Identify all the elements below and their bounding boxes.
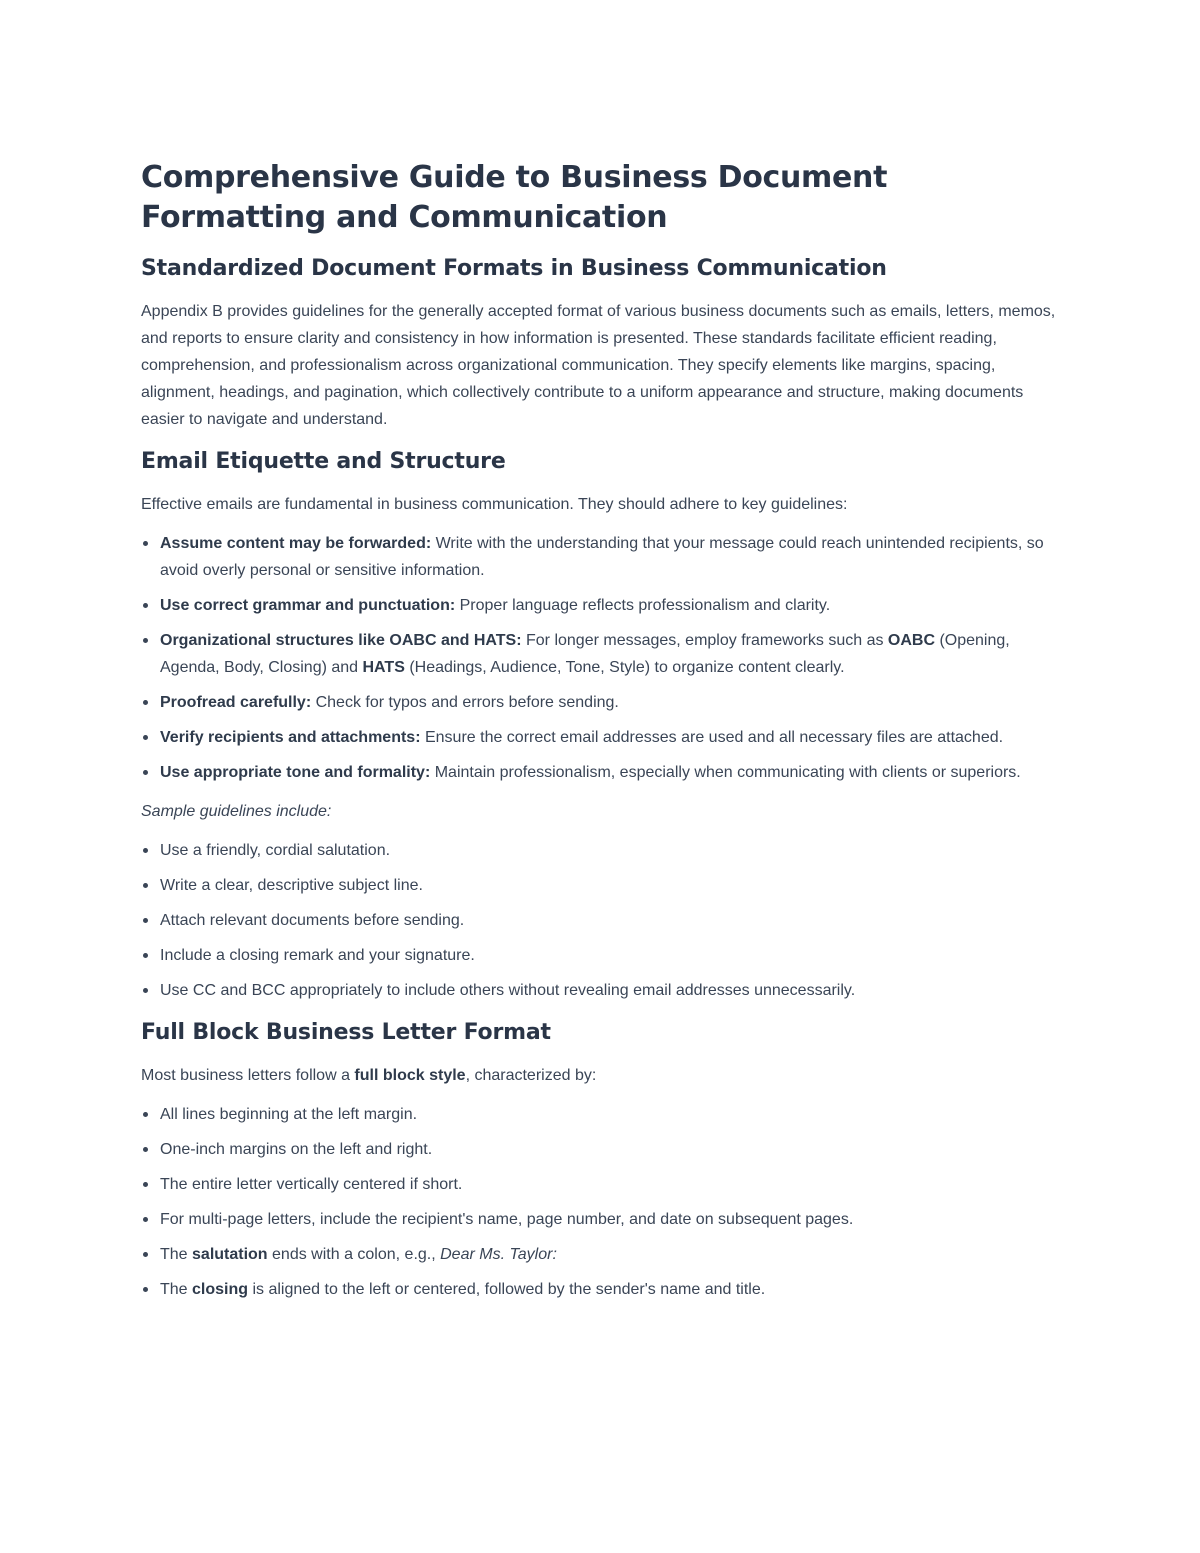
intro-bold-term: full block style (354, 1067, 466, 1084)
list-item (141, 689, 1061, 716)
sample-guidelines-list (141, 837, 1061, 1004)
bullet-icon (143, 770, 148, 775)
guideline-text: (Opening, Agenda, Body, Closing) and (160, 632, 1010, 676)
guideline-bold-term: OABC (887, 632, 936, 649)
bullet-icon (143, 735, 148, 740)
email-intro-paragraph: Effective emails are fundamental in business communication. They should adhere to key guidelines: (141, 496, 848, 513)
letter-item-text: For multi-page letters, include the recipient's name, page number, and date on subsequent pages. (160, 1211, 854, 1228)
bullet-icon (143, 603, 148, 608)
guideline-text: Proper language reflects professionalism and clarity. (455, 597, 831, 614)
letter-item-bold: closing (192, 1281, 249, 1298)
list-item (141, 1276, 1061, 1303)
list-item (141, 1206, 1061, 1233)
guideline-bold-label: Use correct grammar and punctuation: (160, 597, 456, 614)
bullet-icon (143, 541, 148, 546)
bullet-icon (143, 988, 148, 993)
section-heading-email-etiquette: Email Etiquette and Structure (141, 449, 506, 474)
guideline-text: (Headings, Audience, Tone, Style) to organize content clearly. (404, 659, 845, 676)
guideline-bold-label: Assume content may be forwarded: (160, 535, 432, 552)
bullet-icon (143, 848, 148, 853)
list-item (141, 627, 1061, 681)
section-paragraph-standardized-formats: Appendix B provides guidelines for the generally accepted format of various business documents such as emails, letters, memos, and reports to ensure clarity and consistency in how information is presented. These standards facilitate efficient reading, comprehension, and professionalism across organizational communication. They specify elements like margins, spacing, alignment, headings, and pagination, which collectively contribute to a uniform appearance and structure, making documents easier to navigate and understand. (141, 303, 1056, 428)
section-heading-standardized-formats: Standardized Document Formats in Business Communication (141, 256, 887, 281)
guideline-text: Write with the understanding that your message could reach unintended recipients, so avoid overly personal or sensitive information. (160, 535, 1044, 579)
list-item (141, 977, 1061, 1004)
letter-item-text: ends with a colon, e.g., (267, 1246, 441, 1263)
bullet-icon (143, 1147, 148, 1152)
guideline-bold-label: Use appropriate tone and formality: (160, 764, 431, 781)
sample-guidelines-label: Sample guidelines include: (141, 803, 332, 820)
list-item (141, 759, 1061, 786)
bullet-icon (143, 1112, 148, 1117)
list-item (141, 724, 1061, 751)
guideline-bold-label: Verify recipients and attachments: (160, 729, 421, 746)
sample-text: Use a friendly, cordial salutation. (160, 842, 391, 859)
sample-text: Attach relevant documents before sending. (160, 912, 465, 929)
letter-item-text: The entire letter vertically centered if short. (160, 1176, 463, 1193)
sample-text: Use CC and BCC appropriately to include others without revealing email addresses unnecessarily. (160, 982, 856, 999)
bullet-icon (143, 953, 148, 958)
bullet-icon (143, 1182, 148, 1187)
bullet-icon (143, 1287, 148, 1292)
letter-item-bold: salutation (192, 1246, 268, 1263)
section-heading-full-block-letter: Full Block Business Letter Format (141, 1020, 551, 1045)
bullet-icon (143, 1252, 148, 1257)
document-title: Comprehensive Guide to Business Document Formatting and Communication (141, 160, 888, 235)
list-item (141, 1101, 1061, 1128)
letter-format-list (141, 1101, 1061, 1303)
guideline-bold-label: Proofread carefully: (160, 694, 312, 711)
bullet-icon (143, 1217, 148, 1222)
bullet-icon (143, 918, 148, 923)
list-item (141, 942, 1061, 969)
guideline-text: For longer messages, employ frameworks such as (521, 632, 888, 649)
guideline-bold-term: HATS (362, 659, 405, 676)
sample-text: Write a clear, descriptive subject line. (160, 877, 423, 894)
letter-item-text: All lines beginning at the left margin. (160, 1106, 418, 1123)
guideline-text: Ensure the correct email addresses are used and all necessary files are attached. (420, 729, 1004, 746)
list-item (141, 530, 1061, 584)
bullet-icon (143, 883, 148, 888)
letter-item-text: The (160, 1281, 193, 1298)
list-item (141, 592, 1061, 619)
list-item (141, 1136, 1061, 1163)
document-page (141, 158, 1061, 1315)
intro-text: , characterized by: (465, 1067, 597, 1084)
list-item (141, 1171, 1061, 1198)
intro-text: Most business letters follow a (141, 1067, 355, 1084)
bullet-icon (143, 638, 148, 643)
list-item (141, 837, 1061, 864)
guideline-text: Maintain professionalism, especially when communicating with clients or superiors. (430, 764, 1021, 781)
letter-item-example: Dear Ms. Taylor: (440, 1246, 557, 1263)
list-item (141, 872, 1061, 899)
bullet-icon (143, 700, 148, 705)
letter-item-text: The (160, 1246, 193, 1263)
guideline-bold-label: Organizational structures like OABC and HATS: (160, 632, 522, 649)
sample-text: Include a closing remark and your signature. (160, 947, 475, 964)
letter-item-text: is aligned to the left or centered, followed by the sender's name and title. (248, 1281, 766, 1298)
email-guidelines-list (141, 530, 1061, 786)
guideline-text: Check for typos and errors before sending. (311, 694, 619, 711)
letter-intro-paragraph (141, 1062, 1061, 1089)
list-item (141, 1241, 1061, 1268)
letter-item-text: One-inch margins on the left and right. (160, 1141, 433, 1158)
list-item (141, 907, 1061, 934)
